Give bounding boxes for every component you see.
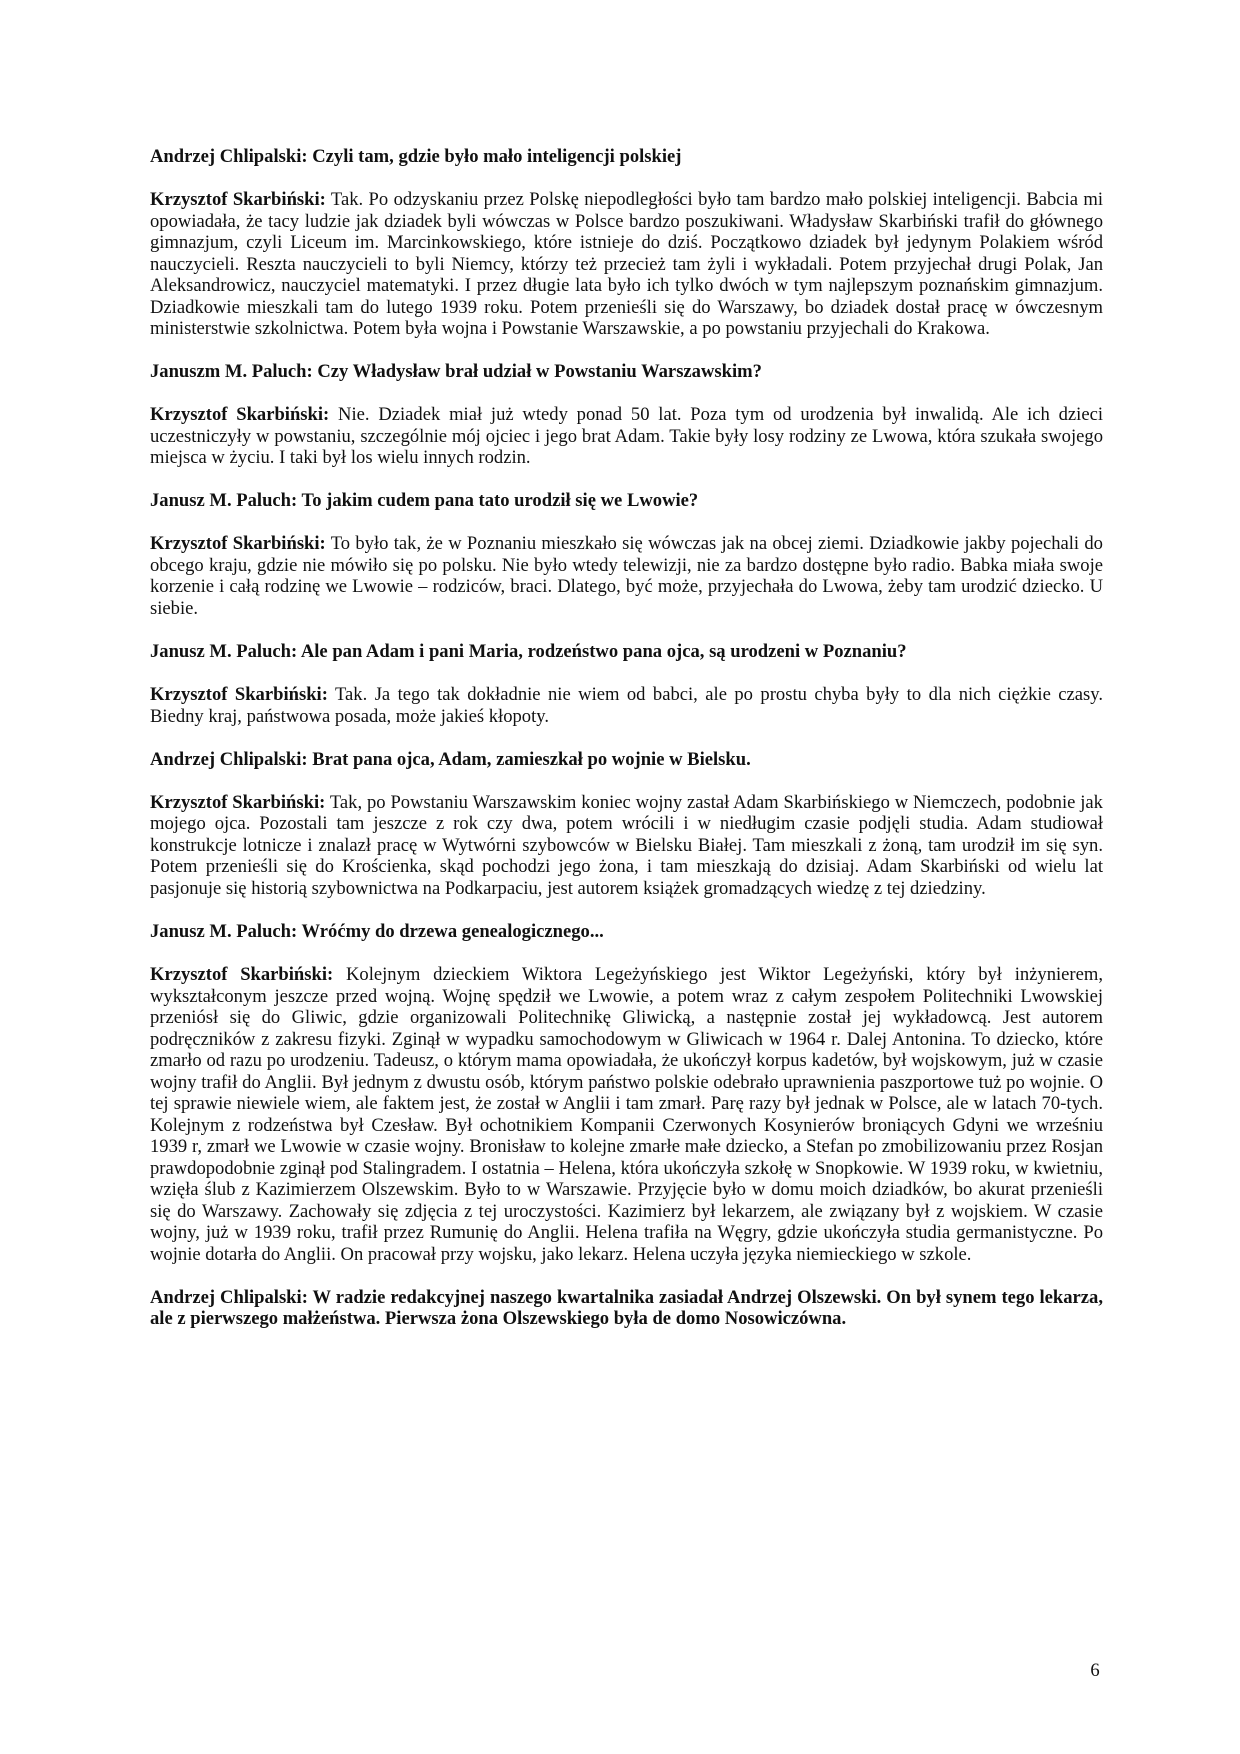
speaker-name: Januszm M. Paluch: — [150, 361, 313, 383]
speaker-name: Janusz M. Paluch: — [150, 641, 298, 663]
interview-question — [150, 749, 1103, 771]
interview-question — [150, 641, 1103, 663]
interview-answer — [150, 533, 1103, 619]
speaker-name: Krzysztof Skarbiński: — [150, 684, 328, 706]
speaker-name: Janusz M. Paluch: — [150, 490, 298, 512]
answer-text: Tak. Po odzyskaniu przez Polskę niepodległości było tam bardzo mało polskiej inteligencji. Babcia mi opowiadała, że tacy ludzie jak dziadek byli wówczas w Polsce bardzo poszukiwani. Władysław Skarbiński trafił do głównego gimnazjum, czyli Liceum im. Marcinkowskiego, które istnieje do dziś. Początkowo dziadek był jedynym Polakiem wśród nauczycieli. Reszta nauczycieli to byli Niemcy, którzy też przecież tam żyli i wykładali. Potem przyjechał drugi Polak, Jan Aleksandrowicz, nauczyciel matematyki. I przez długie lata było ich tylko dwóch w tym najlepszym poznańskim gimnazjum. Dziadkowie mieszkali tam do lutego 1939 roku. Potem przenieśli się do Warszawy, bo dziadek dostał pracę w ówczesnym ministerstwie szkolnictwa. Potem była wojna i Powstanie Warszawskie, a po powstaniu przyjechali do Krakowa. — [150, 189, 1103, 340]
interview-question — [150, 490, 1103, 512]
speaker-name: Krzysztof Skarbiński: — [150, 189, 326, 211]
answer-text: Tak, po Powstaniu Warszawskim koniec wojny zastał Adam Skarbińskiego w Niemczech, podobnie jak mojego ojca. Pozostali tam jeszcze z rok czy dwa, potem wrócili i w niedługim czasie podjęli studia. Adam studiował konstrukcje lotnicze i znalazł pracę w Wytwórni szybowców w Bielsku Białej. Tam mieszkali z żoną, tam urodził im się syn. Potem przenieśli się do Krościenka, skąd pochodzi jego żona, i tam mieszkają do dzisiaj. Adam Skarbiński od wielu lat pasjonuje się historią szybownictwa na Podkarpaciu, jest autorem książek gromadzących wiedzę z tej dziedziny. — [150, 791, 1103, 899]
speaker-name: Andrzej Chlipalski: — [150, 146, 308, 167]
question-text: Wróćmy do drzewa genealogicznego... — [297, 920, 604, 942]
interview-answer — [150, 684, 1103, 727]
question-text: Czyli tam, gdzie było mało inteligencji polskiej — [307, 146, 682, 167]
speaker-name: Andrzej Chlipalski: — [150, 1286, 308, 1308]
interview-answer — [150, 792, 1103, 900]
page-number: 6 — [1090, 1660, 1100, 1681]
speaker-name: Krzysztof Skarbiński: — [150, 533, 326, 555]
answer-text: Kolejnym dzieckiem Wiktora Legeżyńskiego jest Wiktor Legeżyński, który był inżynierem, wykształconym jeszcze przed wojną. Wojnę spędził we Lwowie, a potem wraz z całym zespołem Politechniki Lwowskiej przeniósł się do Gliwic, gdzie organizowali Politechnikę Gliwicką, a następnie został jej wykładowcą. Jest autorem podręczników z zakresu fizyki. Zginął w wypadku samochodowym w Gliwicach w 1964 r. Dalej Antonina. To dziecko, które zmarło od razu po urodzeniu. Tadeusz, o którym mama opowiadała, że ukończył korpus kadetów, był wojskowym, już w czasie wojny trafił do Anglii. Był jednym z dwustu osób, którym państwo polskie odebrało uprawnienia paszportowe tuż po wojnie. O tej sprawie niewiele wiem, ale faktem jest, że został w Anglii i tam zmarł. Parę razy był jednak w Polsce, ale w latach 70-tych. Kolejnym z rodzeństwa był Czesław. Był ochotnikiem Kompanii Czerwonych Kosynierów broniących Gdyni we wrześniu 1939 r, zmarł we Lwowie w czasie wojny. Bronisław to kolejne zmarłe małe dziecko, a Stefan po zmobilizowaniu przez Rosjan prawdopodobnie zginął pod Stalingradem. I ostatnia – Helena, która ukończyła szkołę w Snopkowie. W 1939 roku, w kwietniu, wzięła ślub z Kazimierzem Olszewskim. Było to w Warszawie. Przyjęcie było w domu moich dziadków, bo akurat przenieśli się do Warszawy. Zachowały się zdjęcia z tej uroczystości. Kazimierz był lekarzem, ale związany był z wojskiem. W czasie wojny, już w 1939 roku, trafił przez Rumunię do Anglii. Helena trafiła na Węgry, gdzie ukończyła studia germanistyczne. Po wojnie dotarła do Anglii. On pracował przy wojsku, jako lekarz. Helena uczyła języka niemieckiego w szkole. — [150, 964, 1103, 1265]
question-text: To jakim cudem pana tato urodził się we Lwowie? — [297, 490, 699, 512]
interview-answer — [150, 404, 1103, 469]
answer-text: To było tak, że w Poznaniu mieszkało się wówczas jak na obcej ziemi. Dziadkowie jakby pojechali do obcego kraju, gdzie nie mówiło się po polsku. Nie było wtedy telewizji, nie za bardzo dostępne było radio. Babka miała swoje korzenie i całą rodzinę we Lwowie – rodziców, braci. Dlatego, być może, przyjechała do Lwowa, żeby tam urodzić dziecko. U siebie. — [150, 533, 1103, 619]
question-text: W radzie redakcyjnej naszego kwartalnika zasiadał Andrzej Olszewski. On był synem tego lekarza, ale z pierwszego małżeństwa. Pierwsza żona Olszewskiego była de domo Nosowiczówna. — [150, 1286, 1103, 1330]
speaker-name: Krzysztof Skarbiński: — [150, 964, 334, 986]
interview-question — [150, 921, 1103, 943]
answer-text: Nie. Dziadek miał już wtedy ponad 50 lat. Poza tym od urodzenia był inwalidą. Ale ich dzieci uczestniczyły w powstaniu, szczególnie mój ojciec i jego brat Adam. Takie były losy rodziny ze Lwowa, która szukała swojego miejsca w życiu. I taki był los wielu innych rodzin. — [150, 404, 1103, 469]
interview-answer — [150, 189, 1103, 340]
interview-question — [150, 361, 1103, 383]
interview-answer — [150, 964, 1103, 1265]
interview-question — [150, 146, 1103, 168]
interview-question — [150, 1287, 1103, 1330]
question-text: Brat pana ojca, Adam, zamieszkał po wojnie w Bielsku. — [307, 748, 751, 770]
speaker-name: Krzysztof Skarbiński: — [150, 791, 326, 813]
document-body — [150, 146, 1103, 1351]
speaker-name: Janusz M. Paluch: — [150, 920, 298, 942]
speaker-name: Krzysztof Skarbiński: — [150, 404, 330, 426]
question-text: Czy Władysław brał udział w Powstaniu Warszawskim? — [312, 361, 762, 383]
question-text: Ale pan Adam i pani Maria, rodzeństwo pana ojca, są urodzeni w Poznaniu? — [297, 641, 907, 663]
speaker-name: Andrzej Chlipalski: — [150, 748, 308, 770]
answer-text: Tak. Ja tego tak dokładnie nie wiem od babci, ale po prostu chyba były to dla nich ciężkie czasy. Biedny kraj, państwowa posada, może jakieś kłopoty. — [150, 684, 1103, 727]
